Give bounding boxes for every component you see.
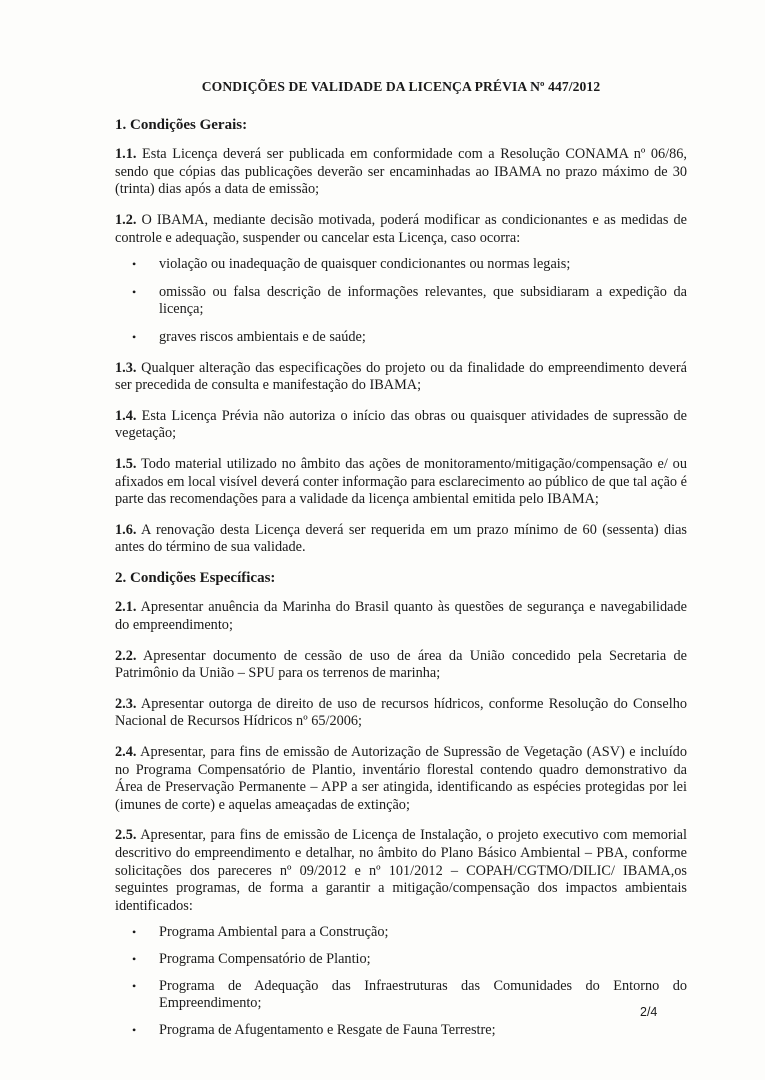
bullet-list-1-2 (115, 256, 687, 346)
bullet-icon: • (132, 1022, 137, 1037)
clause-number: 2.2. (115, 647, 137, 664)
clause-number: 1.3. (115, 359, 137, 376)
clause-number: 1.4. (115, 407, 137, 424)
clause-text: O IBAMA, mediante decisão motivada, poderá modificar as condicionantes e as medidas de controle e adequação, suspender ou cancelar esta Licença, caso ocorra: (115, 211, 687, 246)
section-heading-specific: 2. Condições Específicas: (115, 569, 276, 586)
clause-1-6 (115, 522, 687, 557)
clause-text: Apresentar anuência da Marinha do Brasil quanto às questões de segurança e navegabilidade do empreendimento; (115, 599, 687, 634)
bullet-icon: • (132, 978, 137, 993)
document-title: CONDIÇÕES DE VALIDADE DA LICENÇA PRÉVIA Nº 447/2012 (201, 79, 601, 94)
clause-number: 2.4. (115, 744, 137, 761)
clause-2-5 (115, 827, 687, 915)
clause-text: Apresentar documento de cessão de uso de área da União concedido pela Secretaria de Patrimônio da União – SPU para os terrenos de marinha; (115, 647, 687, 682)
clause-text: Esta Licença Prévia não autoriza o início das obras ou quaisquer atividades de supressão de vegetação; (115, 407, 687, 442)
section-heading-general: 1. Condições Gerais: (115, 116, 248, 133)
clause-text: Todo material utilizado no âmbito das ações de monitoramento/mitigação/compensação e/ ou afixados em local visível deverá conter informação para esclarecimento ao público de que tal ação é parte das recomendações para a validade da licença ambiental emitida pelo IBAMA; (115, 455, 688, 508)
clause-1-3 (115, 360, 687, 395)
clause-2-4 (115, 744, 687, 814)
clause-number: 1.5. (115, 455, 137, 472)
list-item: • graves riscos ambientais e de saúde; (132, 328, 366, 345)
list-item: • Programa de Adequação das Infraestruturas das Comunidades do Entorno do Empreendimento; (132, 977, 687, 1012)
clause-text: Qualquer alteração das especificações do projeto ou da finalidade do empreendimento deverá ser precedida de consulta e manifestação do IBAMA; (115, 359, 688, 394)
list-item: • Programa de Afugentamento e Resgate de Fauna Terrestre; (132, 1021, 496, 1038)
bullet-icon: • (132, 257, 137, 272)
clause-1-5 (115, 456, 687, 509)
clause-text: Apresentar, para fins de emissão de Autorização de Supressão de Vegetação (ASV) e incluído no Programa Compensatório de Plantio, inventário florestal contendo quadro demonstrativo da Área de Preservação Permanente – APP a ser atingida, identificando as espécies protegidas por lei (imunes de corte) e aquelas ameaçadas de extinção; (115, 744, 687, 813)
clause-number: 2.3. (115, 695, 137, 712)
clause-number: 2.1. (115, 599, 137, 616)
clause-2-1 (115, 599, 687, 634)
bullet-icon: • (132, 925, 137, 940)
bullet-icon: • (132, 329, 137, 344)
document-page (115, 78, 687, 1052)
list-item: • Programa Compensatório de Plantio; (132, 950, 371, 967)
clause-2-3 (115, 696, 687, 731)
bullet-icon: • (132, 951, 137, 966)
clause-2-2 (115, 648, 687, 683)
list-item: • omissão ou falsa descrição de informações relevantes, que subsidiaram a expedição da licença; (132, 283, 687, 318)
clause-text: Apresentar, para fins de emissão de Licença de Instalação, o projeto executivo com memorial descritivo do empreendimento e detalhar, no âmbito do Plano Básico Ambiental – PBA, conforme solicitações dos pareceres nº 09/2012 e nº 101/2012 – COPAH/CGTMO/DILIC/ IBAMA,os seguintes programas, de forma a garantir a mitigação/compensação dos impactos ambientais identificados: (115, 827, 687, 914)
bullet-icon: • (132, 284, 137, 299)
clause-text: A renovação desta Licença deverá ser requerida em um prazo mínimo de 60 (sessenta) dias antes do término de sua validade. (115, 521, 687, 556)
list-item: • violação ou inadequação de quaisquer condicionantes ou normas legais; (132, 256, 571, 273)
clause-number: 1.1. (115, 146, 137, 163)
list-item: • Programa Ambiental para a Construção; (132, 924, 389, 941)
clause-1-1 (115, 146, 687, 199)
clause-text: Apresentar outorga de direito de uso de recursos hídricos, conforme Resolução do Conselho Nacional de Recursos Hídricos nº 65/2006; (115, 695, 687, 730)
clause-number: 2.5. (115, 827, 137, 844)
page-number: 2/4 (640, 1005, 658, 1019)
clause-text: Esta Licença deverá ser publicada em conformidade com a Resolução CONAMA nº 06/86, sendo que cópias das publicações deverão ser encaminhadas ao IBAMA no prazo máximo de 30 (trinta) dias após a data de emissão; (115, 146, 687, 198)
clause-number: 1.2. (115, 211, 137, 228)
bullet-list-2-5 (115, 924, 687, 1039)
clause-1-2 (115, 212, 687, 247)
clause-number: 1.6. (115, 521, 137, 538)
clause-1-4 (115, 408, 687, 443)
